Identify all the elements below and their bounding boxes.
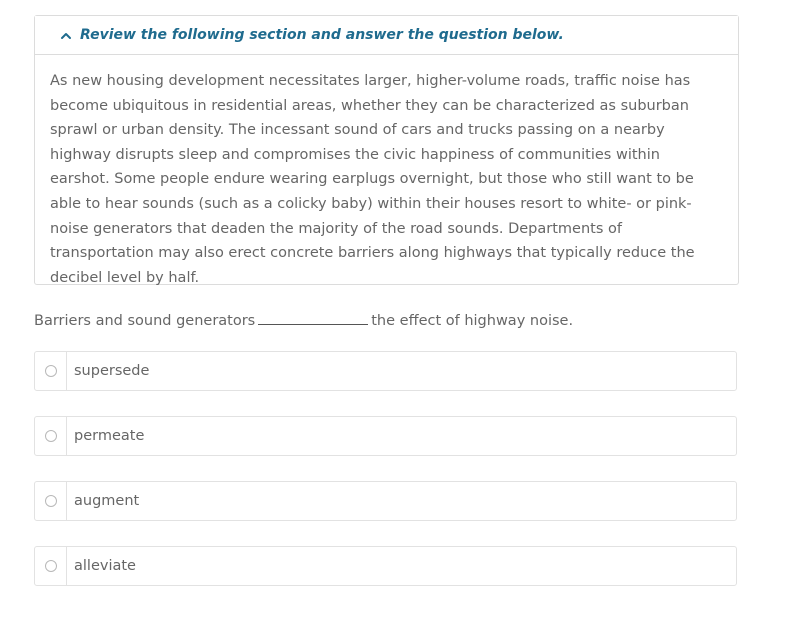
option-label[interactable]: augment — [74, 493, 140, 509]
answer-blank — [258, 309, 368, 325]
radio-button[interactable] — [45, 430, 57, 442]
review-section-panel — [34, 15, 739, 285]
answer-option-alleviate[interactable] — [34, 546, 737, 586]
radio-cell[interactable] — [35, 352, 67, 390]
section-header-title: Review the following section and answer the question below. — [80, 27, 564, 43]
option-label[interactable]: alleviate — [74, 558, 136, 574]
chevron-up-icon[interactable] — [59, 28, 73, 42]
option-label[interactable]: supersede — [74, 363, 150, 379]
radio-cell[interactable] — [35, 547, 67, 585]
section-header[interactable] — [35, 16, 738, 55]
answer-option-supersede[interactable] — [34, 351, 737, 391]
question-text — [34, 309, 573, 329]
answer-option-augment[interactable] — [34, 481, 737, 521]
passage-text: As new housing development necessitates larger, higher-volume roads, traffic noise has become ubiquitous in residential areas, whether they can be characterized as suburban sprawl or urban density. The incessant sound of cars and trucks passing on a nearby highway disrupts sleep and compromises the civic happiness of communities within earshot. Some people endure wearing earplugs overnight, but those who still want to be able to hear sounds (such as a colicky baby) within their houses resort to white- or pink-noise generators that deaden the majority of the road sounds. Departments of transportation may also erect concrete barriers along highways that typically reduce the decibel level by half. — [50, 73, 695, 286]
radio-button[interactable] — [45, 560, 57, 572]
question-before-blank: Barriers and sound generators — [34, 313, 256, 329]
radio-cell[interactable] — [35, 482, 67, 520]
radio-button[interactable] — [45, 495, 57, 507]
question-after-blank: the effect of highway noise. — [371, 313, 574, 329]
radio-button[interactable] — [45, 365, 57, 377]
radio-cell[interactable] — [35, 417, 67, 455]
answer-option-permeate[interactable] — [34, 416, 737, 456]
option-label[interactable]: permeate — [74, 428, 145, 444]
